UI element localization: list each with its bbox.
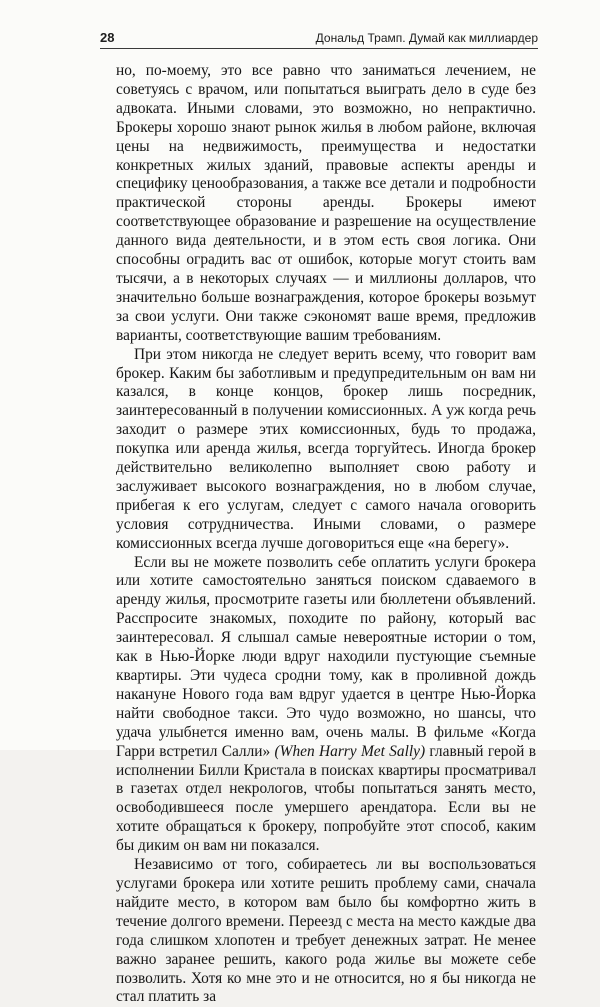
running-title: Дональд Трамп. Думай как миллиардер [315,31,538,45]
page-number: 28 [100,30,115,45]
paragraph-text: Если вы не можете позволить себе оплатить услуги брокера или хотите самостоятельно заняться поиском сдаваемого в аренду жилья, просмотрите газеты или бюллетени объявлений. Расспросите знакомых, походите по району, который вас заинтересовал. Я слышал самые невероятные истории о том, как в Нью-Йорке люди вдруг находили пустующие съемные квартиры. Эти чудеса сродни тому, как в проливной дождь накануне Нового года вам вдруг удается в центре Нью-Йорка найти свободное такси. Это чудо возможно, но шансы, что удача улыбнется именно вам, очень малы. В фильме «Когда Гарри встретил Салли» [116,553,536,760]
paragraph: При этом никогда не следует верить всему, что говорит вам брокер. Каким бы заботливым и предупредительным он вам ни казался, в конце концов, брокер лишь посредник, заинтересованный в получении комиссионных. А уж когда речь заходит о размере этих комиссионных, будь то продажа, покупка или аренда жилья, всегда торгуйтесь. Иногда брокер действительно великолепно выполняет свою работу и заслуживает высокого вознаграждения, но в любом случае, прибегая к его услугам, следует с самого начала оговорить условия сотрудничества. Иными словами, о размере комиссионных всегда лучше договориться еще «на берегу». [116,345,536,552]
paragraph [116,554,536,857]
paragraph-text: главный герой в исполнении Билли Кристала в поисках квартиры просматривал в газетах отдел некрологов, чтобы попытаться занять место, освободившееся после умершего арендатора. Если вы не хотите обращаться к брокеру, попробуйте этот способ, каким бы диким он вам ни показался. [116,742,536,855]
film-title-original: (When Harry Met Sally) [270,742,426,760]
body-text [116,62,536,1007]
page-header [100,26,538,49]
paragraph: Независимо от того, собираетесь ли вы воспользоваться услугами брокера или хотите решить проблему сами, сначала найдите место, в котором вам было бы комфортно жить в течение долгого времени. Переезд с места на место каждые два года слишком хлопотен и требует денежных затрат. Не менее важно заранее решить, какого рода жилье вы можете себе позволить. Хотя ко мне это и не относится, но я бы никогда не стал платить за [116,856,536,1006]
paragraph: но, по-моему, это все равно что заниматься лечением, не советуясь с врачом, или попытаться выиграть дело в суде без адвоката. Иными словами, это возможно, но непрактично. Брокеры хорошо знают рынок жилья в любом районе, включая цены на недвижимость, преимущества и недостатки конкретных жилых зданий, правовые аспекты аренды и специфику ценообразования, а также все детали и подробности практической стороны аренды. Брокеры имеют соответствующее образование и разрешение на осуществление данного вида деятельности, и в этом есть своя логика. Они способны оградить вас от ошибок, которые могут стоить вам тысячи, а в некоторых случаях — и миллионы долларов, что значительно больше вознаграждения, которое брокеры возьмут за свои услуги. Они также сэкономят ваше время, предложив варианты, соответствующие вашим требованиям. [116,62,536,344]
